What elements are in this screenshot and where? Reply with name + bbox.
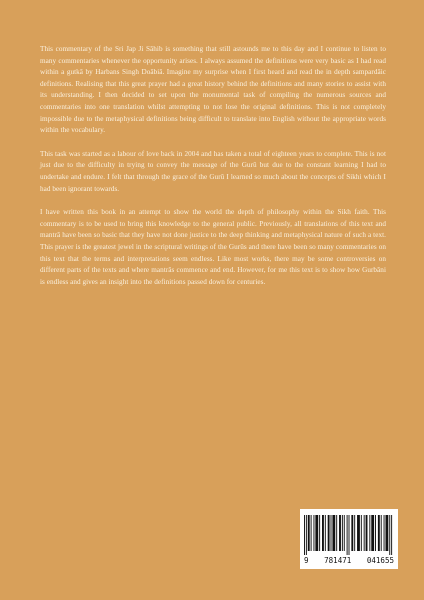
isbn-barcode <box>300 509 398 569</box>
isbn-prefix-digit: 9 <box>304 556 309 565</box>
blurb-text <box>40 44 386 300</box>
barcode-bars-icon <box>304 515 394 555</box>
blurb-paragraph-2: This task was started as a labour of love back in 2004 and has taken a total of eighteen years to complete. This is not just due to the difficulty in trying to convey the message of the Gurū but due to the constant learning I had to undertake and endure. I felt that through the grace of the Gurū I learned so much about the concepts of Sikhi which I had been ignorant towards. <box>40 149 386 193</box>
isbn-number <box>304 556 394 565</box>
blurb-paragraph-3: I have written this book in an attempt to show the world the depth of philosophy within the Sikh faith. This commentary is to be used to bring this knowledge to the general public. Previously, all translations of this text and mantrā have been so basic that they have not done justice to the deep thinking and metaphysical nature of such a text. This prayer is the greatest jewel in the scriptural writings of the Gurūs and there have been so many commentaries on this text that the terms and interpretations seem endless. Like most works, there may be some controversies on different parts of the texts and where mantrās commence and end. However, for me this text is to show how Gurbāni is endless and gives an insight into the definitions passed down for centuries. <box>40 208 386 286</box>
isbn-left-group: 781471 <box>324 556 352 565</box>
isbn-right-group: 041655 <box>366 556 394 565</box>
blurb-paragraph-1: This commentary of the Sri Jap Ji Sāhib is something that still astounds me to this day and I continue to listen to many commentaries whenever the opportunity arises. I always assumed the definitions were very basic as I had read within a gutkā by Harbans Singh Doābiā. Imagine my surprise when I first heard and read the in depth sampardāic definitions. Realising that this great prayer had a great history behind the definitions and many stories to assist with its understanding. I then decided to set upon the monumental task of compiling the numerous sources and commentaries into one translation whilst attempting to not lose the original definitions. This is not completely impossible due to the metaphysical definitions being difficult to translate into English without the appropriate words within the vocabulary. <box>40 45 386 135</box>
